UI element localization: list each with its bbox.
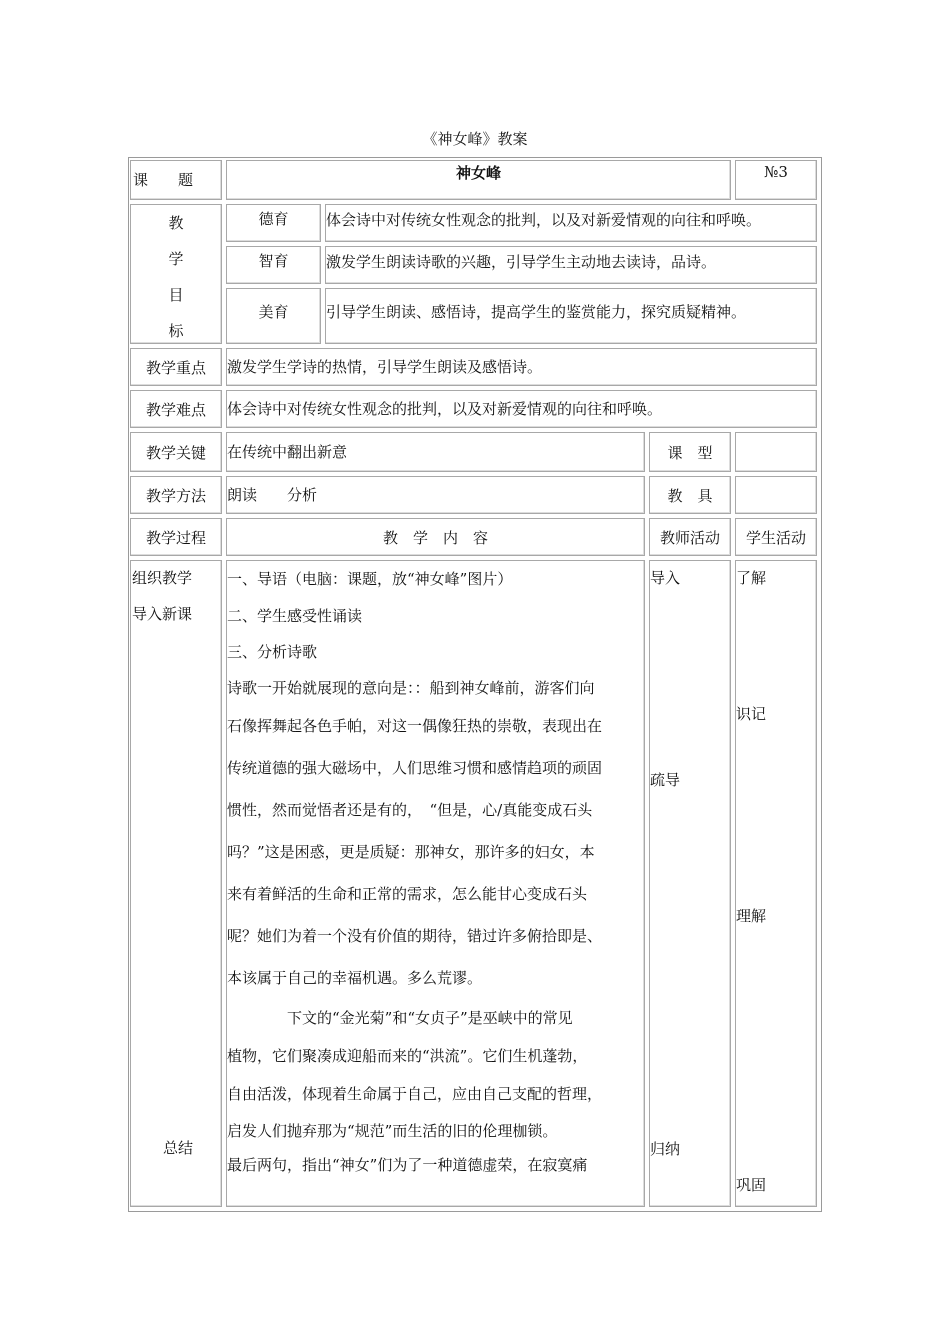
objective-text-cell	[325, 246, 817, 284]
method-label: 教学方法	[145, 486, 206, 505]
teacher-activity: 疏导	[650, 771, 681, 789]
stages-cell	[130, 560, 222, 1207]
tools-label-cell	[649, 476, 731, 514]
objective-type: 德育	[258, 209, 289, 228]
content-line: 惯性，然而觉悟者还是有的， “但是，心/真能变成石头	[227, 800, 593, 819]
content-line: 植物，它们聚凑成迎船而来的“洪流”。它们生机蓬勃，	[227, 1046, 588, 1065]
content-header-cell	[226, 518, 645, 556]
key-point-label-cell	[130, 348, 222, 386]
content-line: 一、导语（电脑：课题，放“神女峰”图片）	[227, 570, 513, 588]
key-label-cell	[130, 432, 222, 472]
content-line: 本该属于自己的幸福机遇。多么荒谬。	[227, 968, 483, 987]
objectives-char: 学	[168, 250, 184, 268]
number-cell	[735, 160, 817, 200]
content-line: 诗歌一开始就展现的意向是：：船到神女峰前，游客们向	[227, 678, 595, 697]
method-label-cell	[130, 476, 222, 514]
objective-text-cell	[325, 204, 817, 242]
stage-label: 总结	[163, 1139, 194, 1157]
student-activity: 了解	[736, 569, 767, 587]
objective-text-cell	[325, 288, 817, 344]
key-text: 在传统中翻出新意	[227, 443, 348, 461]
document-title: 《神女峰》教案	[422, 130, 528, 148]
topic-cell	[226, 160, 731, 200]
key-cell	[226, 432, 645, 472]
topic-label-cell	[130, 160, 222, 200]
lesson-type-label-cell	[649, 432, 731, 472]
key-point-label: 教学重点	[145, 358, 206, 377]
content-line: 下文的“金光菊”和“女贞子”是巫峡中的常见	[227, 1008, 573, 1027]
lesson-type-label: 课 型	[667, 443, 713, 462]
student-activities-cell	[735, 560, 817, 1207]
student-header-cell	[735, 518, 817, 556]
teacher-header-cell	[649, 518, 731, 556]
objectives-char: 教	[168, 214, 184, 232]
student-activity: 巩固	[736, 1176, 767, 1194]
topic-label: 课 题	[133, 171, 194, 189]
process-label-cell	[130, 518, 222, 556]
method-cell	[226, 476, 645, 514]
tools-label: 教 具	[667, 486, 713, 505]
content-header: 教 学 内 容	[382, 528, 488, 547]
stage-label: 组织教学	[132, 569, 193, 587]
objective-type-cell	[226, 204, 321, 242]
content-line: 来有着鲜活的生命和正常的需求，怎么能甘心变成石头	[227, 884, 588, 903]
difficulty-label: 教学难点	[145, 400, 206, 419]
tools-cell	[735, 476, 817, 514]
key-point-cell	[226, 348, 817, 386]
teacher-activity: 导入	[650, 569, 681, 587]
student-activity: 识记	[736, 705, 767, 723]
method-text: 朗读 分析	[227, 486, 318, 504]
objectives-label-cell	[130, 204, 222, 344]
content-line: 石像挥舞起各色手帕，对这一偶像狂热的崇敬，表现出在	[227, 716, 603, 735]
student-activity: 理解	[736, 907, 767, 925]
content-cell	[226, 560, 645, 1207]
content-line: 呢？她们为着一个没有价值的期待，错过许多俯拾即是、	[227, 926, 603, 945]
objective-type: 美育	[258, 302, 289, 321]
objective-type: 智育	[258, 251, 289, 270]
lesson-type-cell	[735, 432, 817, 472]
difficulty-label-cell	[130, 390, 222, 428]
objective-text: 体会诗中对传统女性观念的批判，以及对新爱情观的向往和呼唤。	[326, 211, 762, 229]
key-point-text: 激发学生学诗的热情，引导学生朗读及感悟诗。	[227, 358, 543, 376]
content-line: 自由活泼，体现着生命属于自己，应由自己支配的哲理，	[227, 1084, 603, 1103]
lesson-number: №3	[764, 163, 788, 181]
student-activity-header: 学生活动	[745, 528, 806, 547]
topic-title: 神女峰	[455, 163, 501, 182]
content-line: 最后两句，指出“神女”们为了一种道德虚荣，在寂寞痛	[227, 1155, 588, 1174]
objective-text: 引导学生朗读、感悟诗，提高学生的鉴赏能力，探究质疑精神。	[326, 303, 747, 321]
difficulty-cell	[226, 390, 817, 428]
objective-type-cell	[226, 246, 321, 284]
content-line: 三、分析诗歌	[227, 643, 318, 661]
content-line: 启发人们抛弃那为“规范”而生活的旧的伦理枷锁。	[227, 1121, 558, 1140]
content-line: 吗？”这是困惑，更是质疑：那神女，那许多的妇女，本	[227, 842, 595, 861]
teacher-activities-cell	[649, 560, 731, 1207]
content-line: 传统道德的强大磁场中，人们思维习惯和感情趋项的顽固	[227, 758, 603, 777]
objectives-char: 标	[168, 322, 184, 340]
content-line: 二、学生感受性诵读	[227, 606, 363, 625]
objectives-char: 目	[168, 286, 184, 304]
objective-type-cell	[226, 288, 321, 344]
objective-text: 激发学生朗读诗歌的兴趣，引导学生主动地去读诗，品诗。	[326, 253, 717, 271]
process-label: 教学过程	[145, 528, 206, 547]
key-label: 教学关键	[145, 443, 206, 462]
stage-label: 导入新课	[132, 605, 193, 623]
difficulty-text: 体会诗中对传统女性观念的批判，以及对新爱情观的向往和呼唤。	[227, 400, 663, 418]
teacher-activity-header: 教师活动	[659, 528, 720, 547]
teacher-activity: 归纳	[650, 1140, 681, 1158]
